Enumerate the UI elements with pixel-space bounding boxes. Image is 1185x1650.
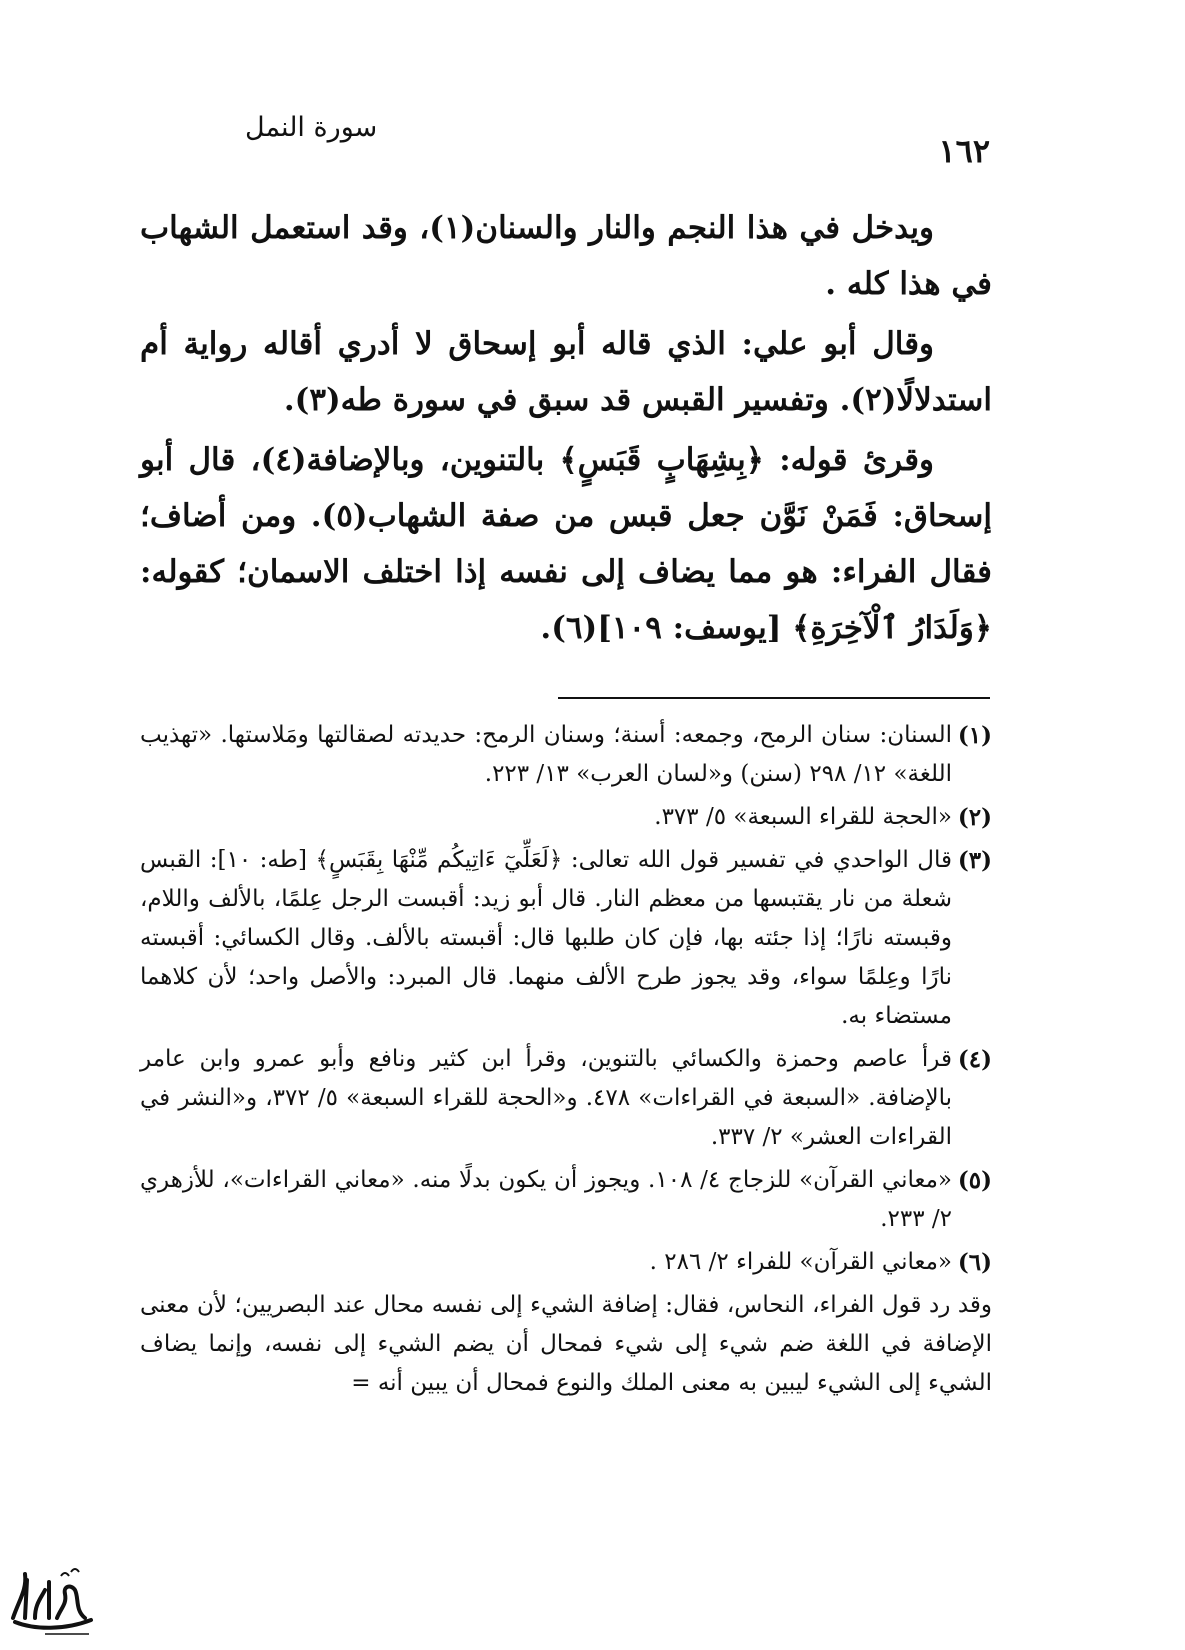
page-number: ١٦٢ [938, 132, 990, 170]
footnote [140, 1040, 992, 1157]
footnotes [140, 716, 992, 1407]
page-header [230, 112, 990, 172]
footnote-text: قال الواحدي في تفسير قول الله تعالى: ﴿لَعَلِّيٓ ءَاتِيكُم مِّنْهَا بِقَبَسٍ﴾ [طه: ١٠]: القبس شعلة من نار يقتبسها من معظم النار. قال أبو زيد: أقبست الرجل عِلمًا، بالألف واللام، وقبسته نارًا؛ إذا جئته بها، فإن كان طلبها قال: أقبسته بالألف. وقال الكسائي: أقبسته نارًا وعِلمًا سواء، وقد يجوز طرح الألف منهما. قال المبرد: والأصل واحد؛ لأن كلاهما مستضاء به. [140, 847, 952, 1029]
surah-title: سورة النمل [245, 112, 378, 143]
footnote-number: (١) [957, 722, 992, 749]
footnote [140, 798, 992, 837]
footnote-text: «الحجة للقراء السبعة» ٥/ ٣٧٣. [654, 804, 952, 830]
footnote-number: (٤) [957, 1046, 992, 1073]
paragraph-text: ويدخل في هذا النجم والنار والسنان(١)، وقد استعمل الشهاب في هذا كله . [140, 210, 992, 302]
footnote-separator [558, 697, 990, 699]
paragraph-text: وقال أبو علي: الذي قاله أبو إسحاق لا أدري أقاله رواية أم استدلالًا(٢). وتفسير القبس قد سبق في سورة طه(٣). [140, 326, 992, 418]
footnote [140, 716, 992, 794]
main-paragraph [140, 432, 992, 656]
footnote-number: (٦) [957, 1249, 992, 1276]
footnote-number: (٢) [957, 804, 992, 831]
footnote-text: «معاني القرآن» للفراء ٢/ ٢٨٦ . [649, 1249, 952, 1275]
main-text [140, 200, 992, 656]
footnote-text: «معاني القرآن» للزجاج ٤/ ١٠٨. ويجوز أن يكون بدلًا منه. «معاني القراءات»، للأزهري ٢/ ٢٣٣. [140, 1167, 952, 1232]
main-paragraph [140, 200, 992, 312]
publisher-logo-icon [5, 1560, 97, 1640]
footnote-number: (٥) [957, 1167, 992, 1194]
paragraph-text: وقرئ قوله: ﴿بِشِهَابٍ قَبَسٍ﴾ بالتنوين، وبالإضافة(٤)، قال أبو إسحاق: فَمَنْ نَوَّن جعل قبس من صفة الشهاب(٥). ومن أضاف؛ فقال الفراء: هو مما يضاف إلى نفسه إذا اختلف الاسمان؛ كقوله: ﴿وَلَدَارُ ٱلْآخِرَةِ﴾ [يوسف: ١٠٩](٦). [140, 442, 993, 646]
footnote-continuation [140, 1286, 992, 1403]
footnote-number: (٣) [957, 847, 992, 874]
continuation-text: وقد رد قول الفراء، النحاس، فقال: إضافة الشيء إلى نفسه محال عند البصريين؛ لأن معنى الإضافة في اللغة ضم شيء إلى شيء فمحال أن يضم الشيء إلى نفسه، وإنما يضاف الشيء إلى الشيء ليبين به معنى الملك والنوع فمحال أن يبين أنه = [140, 1292, 992, 1396]
footnote-text: قرأ عاصم وحمزة والكسائي بالتنوين، وقرأ ابن كثير ونافع وأبو عمرو وابن عامر بالإضافة. «السبعة في القراءات» ٤٧٨. و«الحجة للقراء السبعة» ٥/ ٣٧٢، و«النشر في القراءات العشر» ٢/ ٣٣٧. [140, 1046, 953, 1150]
footnote [140, 841, 992, 1036]
footnote [140, 1161, 992, 1239]
main-paragraph [140, 316, 992, 428]
footnote-text: السنان: سنان الرمح، وجمعه: أسنة؛ وسنان الرمح: حديدته لصقالتها ومَلاستها. «تهذيب اللغة» ١٢/ ٢٩٨ (سنن) و«لسان العرب» ١٣/ ٢٢٣. [140, 722, 952, 787]
footnote [140, 1243, 992, 1282]
